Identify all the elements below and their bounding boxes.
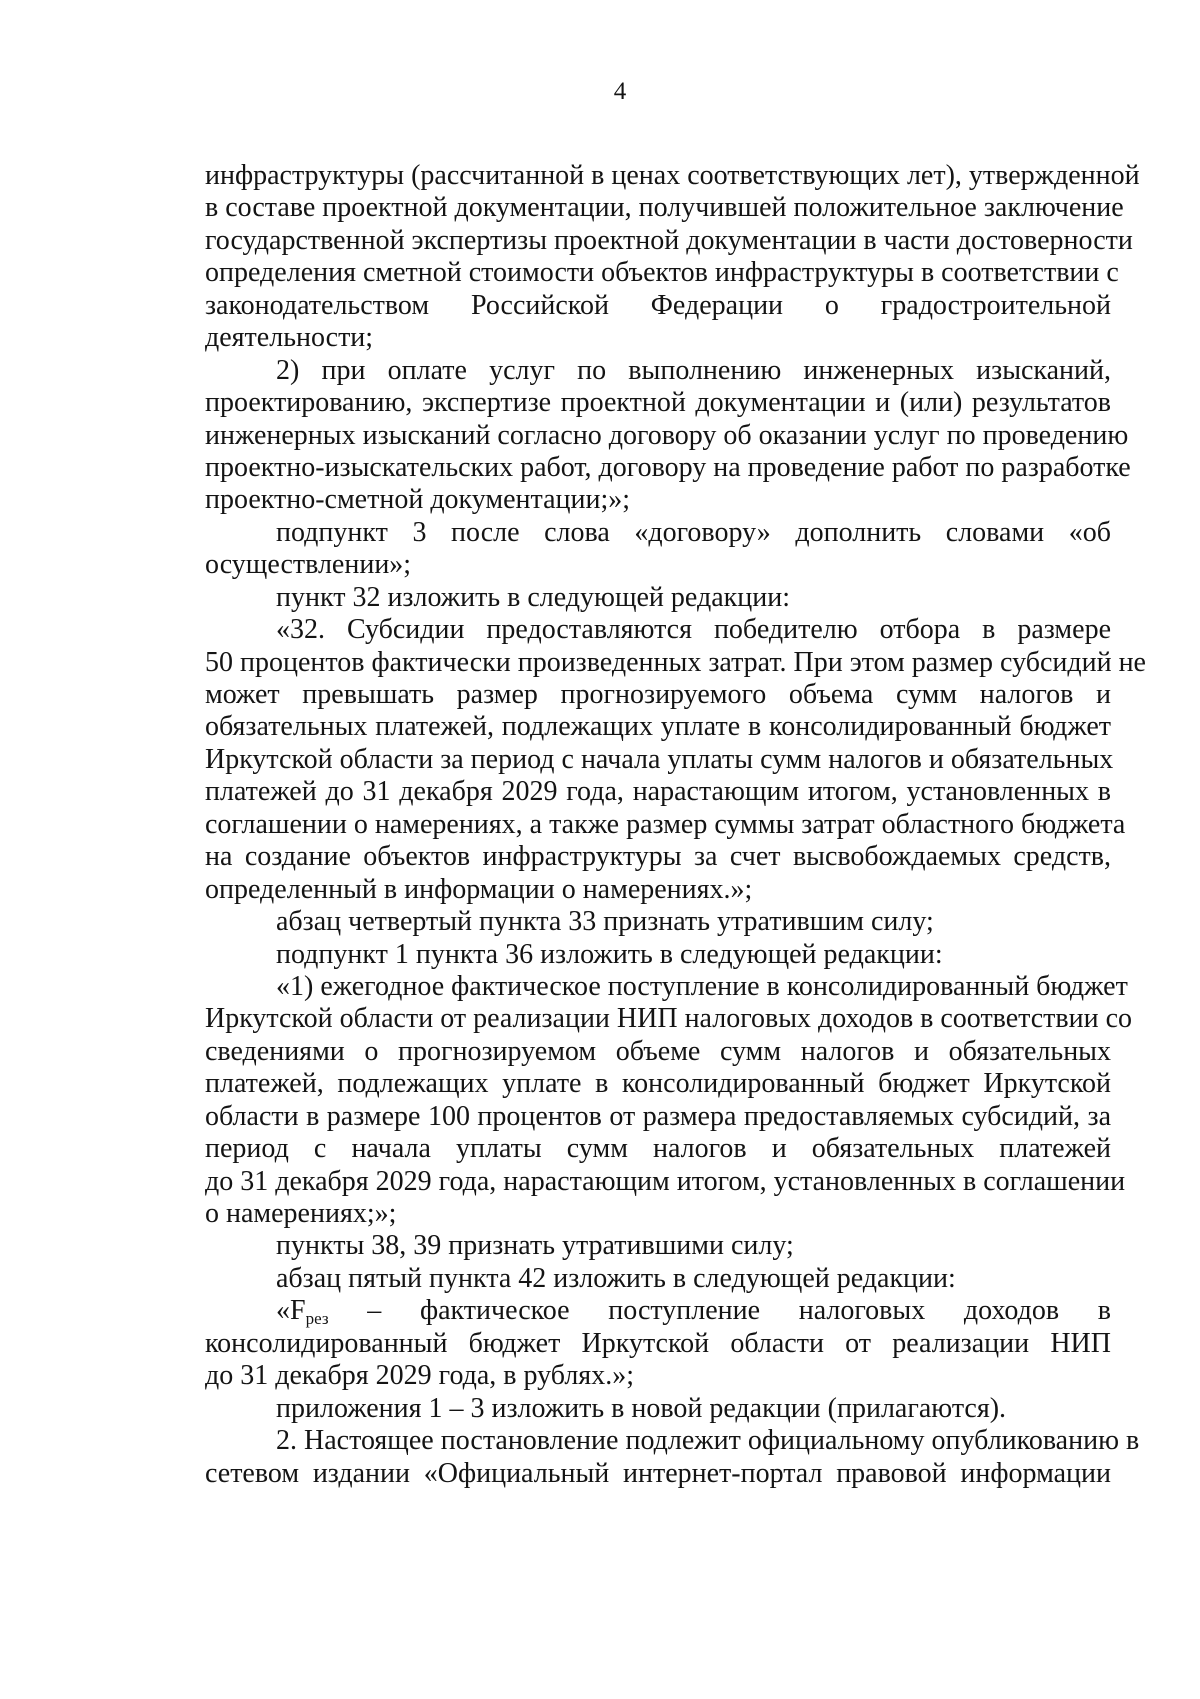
text-line: «32. Субсидии предоставляются победителю отбора в размере: [276, 614, 1111, 646]
text-line: Иркутской области от реализации НИП налоговых доходов в соответствии со: [205, 1003, 1133, 1035]
text-line: инфраструктуры (рассчитанной в ценах соответствующих лет), утвержденной: [205, 160, 1140, 191]
text-line: государственной экспертизы проектной документации в части достоверности: [205, 224, 1133, 256]
text-line: «1) ежегодное фактическое поступление в консолидированный бюджет: [276, 970, 1128, 1002]
text-line: на создание объектов инфраструктуры за счет высвобождаемых средств,: [205, 841, 1111, 873]
text-line: проектно-сметной документации;»;: [205, 484, 631, 516]
text-line: деятельности;: [205, 322, 374, 354]
text-line: приложения 1 – 3 изложить в новой редакции (прилагаются).: [276, 1392, 1007, 1424]
text-line: подпункт 3 после слова «договору» дополнить словами «об: [276, 516, 1111, 548]
text-line: осуществлении»;: [205, 549, 412, 581]
line-text: – фактическое поступление налоговых доходов в: [328, 1295, 1111, 1327]
text-line: абзац пятый пункта 42 изложить в следующей редакции:: [276, 1262, 956, 1294]
text-line: [205, 1295, 1111, 1327]
text-line: до 31 декабря 2029 года, в рублях.»;: [205, 1360, 634, 1392]
document-body: [205, 160, 1146, 1490]
text-line: подпункт 1 пункта 36 изложить в следующей редакции:: [276, 938, 943, 970]
text-line: платежей, подлежащих уплате в консолидированный бюджет Иркутской: [205, 1068, 1111, 1100]
text-line: проектно-изыскательских работ, договору на проведение работ по разработке: [205, 451, 1131, 483]
text-line: сведениями о прогнозируемом объеме сумм налогов и обязательных: [205, 1035, 1111, 1067]
text-line: Иркутской области за период с начала уплаты сумм налогов и обязательных: [205, 743, 1114, 775]
text-line: в составе проектной документации, получившей положительное заключение: [205, 192, 1124, 224]
text-line: области в размере 100 процентов от размера предоставляемых субсидий, за: [205, 1100, 1111, 1132]
text-line: 50 процентов фактически произведенных затрат. При этом размер субсидий не: [205, 646, 1146, 678]
text-line: может превышать размер прогнозируемого объема сумм налогов и: [205, 679, 1111, 710]
text-line: пункт 32 изложить в следующей редакции:: [276, 581, 790, 613]
text-line: 2. Настоящее постановление подлежит официальному опубликованию в: [276, 1425, 1140, 1457]
text-line: определения сметной стоимости объектов инфраструктуры в соответствии с: [205, 257, 1119, 289]
text-line: пункты 38, 39 признать утратившими силу;: [276, 1230, 794, 1262]
text-line: проектированию, экспертизе проектной документации и (или) результатов: [205, 387, 1111, 419]
text-line: консолидированный бюджет Иркутской области от реализации НИП: [205, 1327, 1111, 1359]
text-line: платежей до 31 декабря 2029 года, нарастающим итогом, установленных в: [205, 776, 1111, 808]
text-line: 2) при оплате услуг по выполнению инженерных изысканий,: [276, 354, 1111, 386]
text-line: о намерениях;»;: [205, 1198, 397, 1229]
text-line: абзац четвертый пункта 33 признать утратившим силу;: [276, 906, 934, 938]
text-line: соглашении о намерениях, а также размер суммы затрат областного бюджета: [205, 808, 1126, 840]
text-line: законодательством Российской Федерации о градостроительной: [205, 289, 1111, 321]
text-line: период с начала уплаты сумм налогов и обязательных платежей: [205, 1133, 1111, 1165]
formula-subscript: рез: [305, 1309, 329, 1329]
text-line: сетевом издании «Официальный интернет-портал правовой информации: [205, 1457, 1111, 1489]
text-line: до 31 декабря 2029 года, нарастающим итогом, установленных в соглашении: [205, 1165, 1126, 1197]
text-line: определенный в информации о намерениях.»;: [205, 873, 753, 905]
text-line: инженерных изысканий согласно договору об оказании услуг по проведению: [205, 419, 1129, 451]
text-line: обязательных платежей, подлежащих уплате в консолидированный бюджет: [205, 711, 1111, 743]
page-number: 4: [613, 78, 627, 105]
formula-symbol: «F: [276, 1295, 306, 1327]
